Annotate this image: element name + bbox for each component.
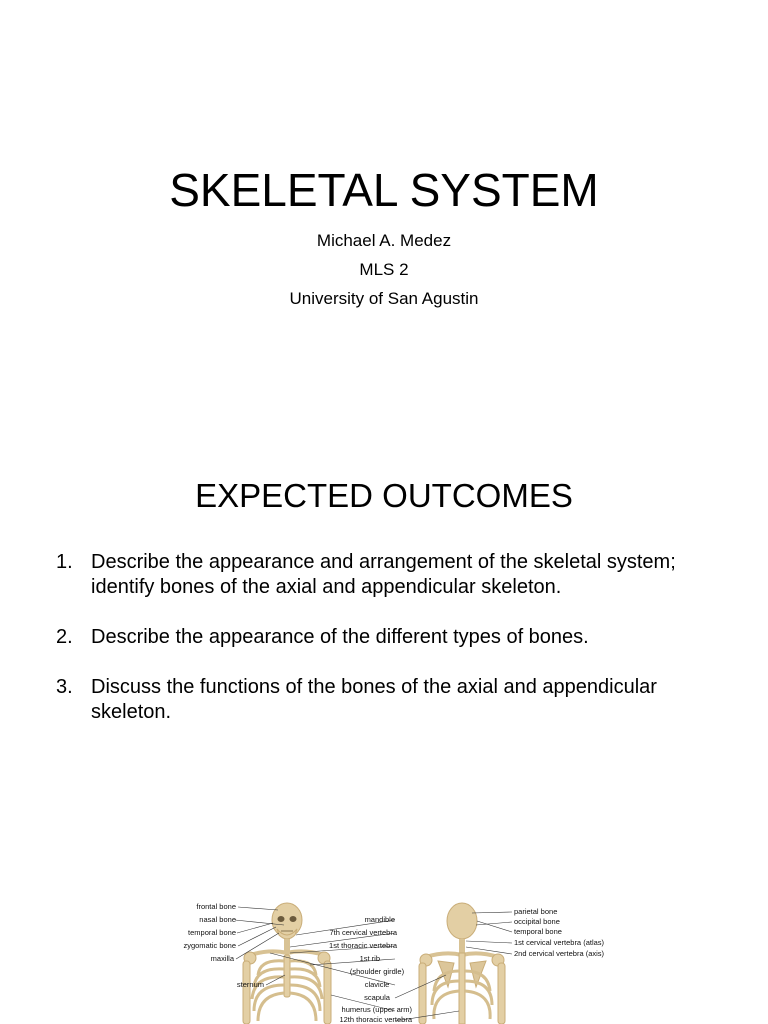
front-skeleton: [243, 903, 331, 1024]
back-humerus: [498, 963, 505, 1024]
course-code: MLS 2: [359, 260, 409, 279]
label-frontal-bone: frontal bone: [196, 902, 236, 911]
back-spine: [459, 953, 465, 1024]
front-skull: [272, 903, 302, 937]
front-eye-socket: [290, 916, 297, 922]
label-mandible: mandible: [364, 915, 395, 924]
label-nasal-bone: nasal bone: [199, 915, 236, 924]
back-skull: [447, 903, 477, 939]
label-atlas: 1st cervical vertebra (atlas): [514, 938, 605, 947]
back-neck: [459, 939, 465, 953]
front-neck: [284, 939, 290, 951]
label-axis: 2nd cervical vertebra (axis): [514, 949, 605, 958]
label-sternum: sternum: [236, 980, 264, 989]
front-sternum: [284, 955, 290, 997]
label-temporal-bone-back: temporal bone: [514, 927, 562, 936]
outcome-text: Describe the appearance of the different types of bones.: [91, 626, 589, 648]
author-name: Michael A. Medez: [316, 231, 452, 250]
back-skeleton: [419, 903, 505, 1024]
outcomes-heading: EXPECTED OUTCOMES: [195, 477, 573, 514]
outcome-number: 3.: [56, 676, 73, 698]
label-maxilla: maxilla: [210, 954, 234, 963]
front-humerus: [243, 961, 250, 1024]
slide-title: SKELETAL SYSTEM: [169, 164, 599, 216]
skeleton-figure: [150, 895, 630, 1024]
outcome-text: Discuss the functions of the bones of the axial and appendicular skeleton.: [91, 676, 657, 723]
label-12th-thoracic-vertebra: 12th thoracic vertebra: [339, 1015, 412, 1024]
outcome-text: Describe the appearance and arrangement of the skeletal system; identify bones of the axial and appendicular skeleton.: [91, 551, 676, 598]
front-clavicle: [250, 951, 324, 955]
back-humerus: [419, 963, 426, 1024]
label-humerus: humerus (upper arm): [341, 1005, 412, 1014]
outcomes-list: [56, 550, 736, 725]
front-humerus: [324, 961, 331, 1024]
label-scapula: scapula: [364, 993, 390, 1002]
label-shoulder-girdle: (shoulder girdle): [349, 967, 405, 976]
label-zygomatic-bone: zygomatic bone: [183, 941, 236, 950]
outcome-item: [56, 675, 736, 725]
outcome-number: 2.: [56, 626, 73, 648]
label-temporal-bone: temporal bone: [188, 928, 236, 937]
label-7th-cervical-vertebra: 7th cervical vertebra: [329, 928, 397, 937]
front-eye-socket: [278, 916, 285, 922]
label-occipital-bone: occipital bone: [514, 917, 560, 926]
outcome-number: 1.: [56, 551, 73, 573]
institution-name: University of San Agustin: [289, 289, 479, 308]
outcome-item: [56, 625, 736, 650]
label-1st-rib: 1st rib: [359, 954, 380, 963]
outcome-item: [56, 550, 736, 600]
label-1st-thoracic-vertebra: 1st thoracic vertebra: [329, 941, 397, 950]
label-parietal-bone: parietal bone: [514, 907, 558, 916]
label-clavicle: clavicle: [364, 980, 390, 989]
skeleton-illustration: [150, 895, 630, 1024]
